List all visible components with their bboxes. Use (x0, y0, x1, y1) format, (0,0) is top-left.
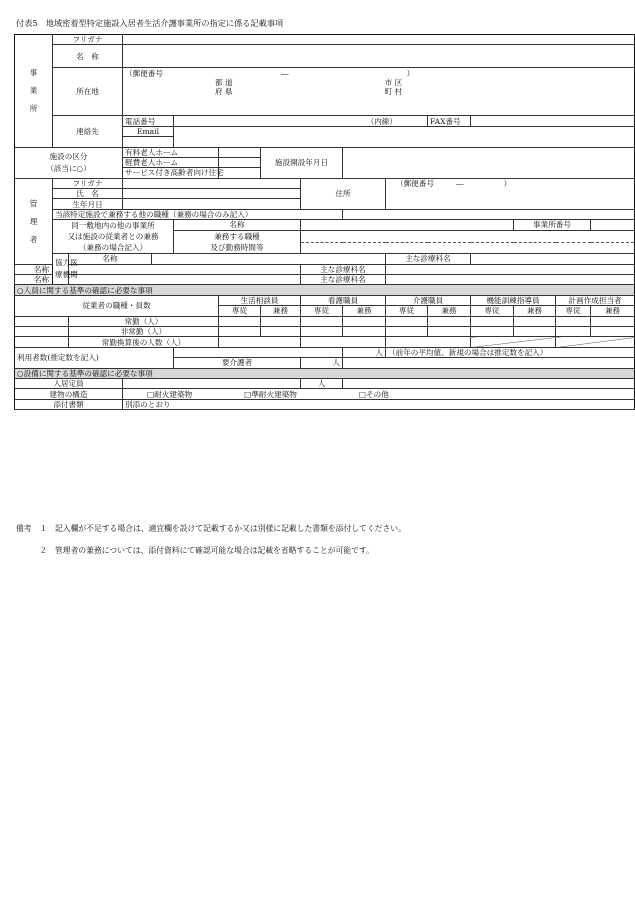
kyoryoku-name-label-1: 名称 (69, 254, 152, 264)
row-hijokin: 非常勤（人） (69, 326, 219, 336)
kyoryoku-dept-field-3[interactable] (386, 275, 635, 285)
facility-type-2: 軽費老人ホーム (123, 157, 219, 167)
structure-opt-2[interactable]: □準耐火建築物 (244, 389, 297, 399)
kanrisha-furigana-label: フリガナ (53, 178, 123, 188)
kanrisha-side-label: 管 理 者 (15, 178, 53, 264)
kenmu-1: 兼務 (261, 306, 301, 316)
facility-type-3-check[interactable] (219, 168, 261, 178)
capacity-field[interactable] (123, 378, 301, 388)
kanrisha-address-field[interactable] (386, 189, 635, 210)
capacity-label: 入居定員 (15, 378, 123, 388)
facility-type-1-check[interactable] (219, 147, 261, 157)
senju-3: 専従 (386, 306, 428, 316)
form-table (14, 34, 635, 410)
users-nin: 人 (343, 347, 386, 357)
role-5: 計画作成担当者 (556, 295, 635, 305)
attach-label: 添付書類 (15, 399, 123, 409)
role-4: 機能訓練指導員 (471, 295, 556, 305)
kanrisha-name-field[interactable] (123, 189, 301, 199)
jigyosho-name-label: 名 称 (53, 45, 123, 68)
jigyosho-furigana-field[interactable] (123, 35, 635, 45)
same-site-meisho-field[interactable] (301, 220, 514, 230)
kyoryoku-dept-label-1: 主な診療科名 (386, 254, 471, 264)
kenmu-job-field-1[interactable] (301, 230, 635, 242)
note-2: ２ 管理者の兼務については、添付資料にて確認可能な場合は記載を省略することが可能です。 (16, 546, 374, 555)
role-1: 生活相談員 (219, 295, 301, 305)
facility-type-1: 有料老人ホーム (123, 147, 219, 157)
kenmu-4: 兼務 (514, 306, 556, 316)
structure-options (123, 389, 635, 399)
kennin-label: 当該特定施設で兼務する他の職種（兼務の場合のみ記入） (53, 209, 343, 219)
kanrisha-postal: （郵便番号 ― ） (386, 178, 635, 188)
capacity-nin: 人 (301, 378, 343, 388)
kanrisha-name-label: 氏 名 (53, 189, 123, 199)
row-kansan: 常勤換算後の人数（人） (69, 337, 219, 347)
row-jokin: 常勤（人） (69, 316, 219, 326)
kyoryoku-dept-field-1[interactable] (471, 254, 635, 264)
kenmu-2: 兼務 (343, 306, 386, 316)
yokaigo-nin: 人 (301, 358, 343, 368)
kenmu-job-label: 兼務する職種 及び勤務時間等 (174, 230, 301, 254)
senju-2: 専従 (301, 306, 343, 316)
facility-type-2-check[interactable] (219, 157, 261, 167)
diag-cell-2 (556, 337, 635, 347)
postal-line: （郵便番号 ― ） (123, 68, 635, 78)
jigyosho-name-field[interactable] (123, 45, 635, 68)
attach-value: 別添のとおり (123, 399, 635, 409)
senju-5: 専従 (556, 306, 591, 316)
address-field[interactable] (123, 97, 635, 106)
facility-type-3: サービス付き高齢者向け住宅 (123, 168, 219, 178)
same-site-label: 同一敷地内の他の事業所 又は施設の従業者との兼務 （兼務の場合記入） (53, 220, 174, 254)
kyoryoku-name-field-1[interactable] (152, 254, 386, 264)
kyoryoku-name-field-2[interactable] (69, 264, 301, 274)
kyoryoku-dept-label-3: 主な診療科名 (301, 275, 386, 285)
kenmu-job-field-2[interactable] (301, 242, 635, 254)
kyoryoku-dept-label-2: 主な診療科名 (301, 264, 386, 274)
senju-1: 専従 (219, 306, 261, 316)
kennin-field[interactable] (343, 209, 635, 219)
diag-cell-1 (471, 337, 556, 347)
kanrisha-furigana-field[interactable] (123, 178, 301, 188)
facility-type-label: 施設の区分 （該当に○） (15, 147, 123, 178)
role-3: 介護職員 (386, 295, 471, 305)
prefecture-line-2: 府 県 町 村 (123, 87, 635, 96)
phone-label: 電話番号 (123, 116, 174, 126)
jigyosho-no-field[interactable] (591, 220, 635, 230)
kyoryoku-name-label-2: 名称 (15, 264, 69, 274)
kyoryoku-name-label-3: 名称 (15, 275, 69, 285)
kyoryoku-dept-field-2[interactable] (386, 264, 635, 274)
users-field[interactable] (174, 347, 343, 357)
staff-section-header: ○人員に関する基準の確認に必要な事項 (15, 285, 635, 295)
jigyosho-side-label: 事 業 所 (15, 35, 53, 148)
kanrisha-birth-label: 生年月日 (53, 199, 123, 209)
form-title: 付表5 地域密着型特定施設入居者生活介護事業所の指定に係る記載事項 (16, 18, 284, 28)
email-field[interactable] (174, 126, 635, 136)
kanrisha-birth-field[interactable] (123, 199, 301, 209)
prefecture-line-1: 都 道 市 区 (123, 78, 635, 87)
email-label: Email (123, 126, 174, 136)
jigyosho-furigana-label: フリガナ (53, 35, 123, 45)
kenmu-5: 兼務 (591, 306, 635, 316)
jigyosho-no-label: 事業所番号 (514, 220, 591, 230)
kenmu-3: 兼務 (428, 306, 471, 316)
same-site-meisho-label: 名称 (174, 220, 301, 230)
structure-label: 建物の構造 (15, 389, 123, 399)
structure-opt-1[interactable]: □耐火建築物 (147, 389, 193, 399)
notes (16, 518, 406, 562)
kyoryoku-side-label: 協力医 療機関 (53, 254, 69, 285)
role-2: 看護職員 (301, 295, 386, 305)
users-label: 利用者数(推定数を記入) (15, 347, 174, 368)
yokaigo-field[interactable] (343, 358, 635, 368)
note-1: 備考 １ 記入欄が不足する場合は、適宜欄を設けて記載するか又は別様に記載した書類を添付してください。 (16, 524, 406, 533)
open-date-label: 施設開設年月日 (261, 147, 343, 178)
kyoryoku-name-field-3[interactable] (69, 275, 301, 285)
kanrisha-address-label: 住所 (301, 178, 386, 209)
open-date-field[interactable] (343, 147, 635, 178)
users-note: （前年の平均値、新規の場合は推定数を記入） (386, 347, 635, 357)
equip-section-header: ○設備に関する基準の確認に必要な事項 (15, 368, 635, 378)
structure-opt-3[interactable]: □その他 (358, 389, 389, 399)
yokaigo-label: 要介護者 (174, 358, 301, 368)
fax-label: FAX番号 (428, 116, 471, 126)
fax-field[interactable] (471, 116, 635, 126)
staff-label: 従業者の職種・員数 (15, 295, 219, 316)
address-label: 所在地 (53, 68, 123, 116)
phone-field[interactable]: （内線） (174, 116, 428, 126)
contact-label: 連絡先 (53, 116, 123, 147)
senju-4: 専従 (471, 306, 514, 316)
